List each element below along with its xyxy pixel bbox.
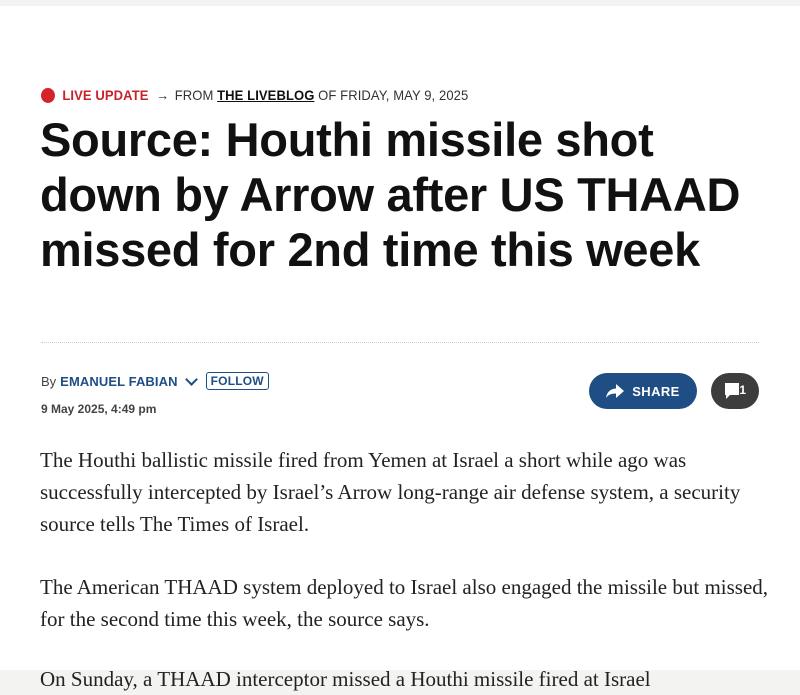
- comment-bubble-icon: [724, 382, 746, 400]
- chevron-down-icon[interactable]: [185, 373, 198, 386]
- article-paragraph: The American THAAD system deployed to Israel also engaged the missile but missed, for the second time this week, the source says.: [40, 575, 769, 631]
- share-button[interactable]: [589, 373, 697, 409]
- byline: [41, 370, 269, 392]
- live-update-kicker: [41, 86, 468, 104]
- comments-button[interactable]: [711, 373, 759, 409]
- article-paragraph: The Houthi ballistic missile fired from Yemen at Israel a short while ago was successfully intercepted by Israel’s Arrow long-range air defense system, a security source tells The Times of Israel.: [40, 448, 741, 536]
- live-update-label: LIVE UPDATE: [62, 87, 149, 103]
- from-label: FROM: [174, 87, 214, 103]
- article-paragraph: On Sunday, a THAAD interceptor missed a Houthi missile fired at Israel: [40, 667, 651, 691]
- liveblog-date: OF FRIDAY, MAY 9, 2025: [318, 87, 469, 103]
- arrow-right-icon: →: [155, 87, 170, 103]
- share-arrow-icon: [606, 384, 624, 398]
- article-headline: Source: Houthi missile shot down by Arrow after US THAAD missed for 2nd time this week: [40, 113, 741, 276]
- headline-divider: [41, 342, 759, 343]
- share-label: SHARE: [632, 383, 680, 399]
- live-dot-icon: [41, 88, 55, 103]
- article-page: [0, 6, 800, 691]
- comment-count: 1: [739, 383, 746, 397]
- publish-timestamp: 9 May 2025, 4:49 pm: [41, 402, 157, 416]
- liveblog-link[interactable]: THE LIVEBLOG: [217, 87, 315, 103]
- follow-button[interactable]: FOLLOW: [206, 372, 269, 390]
- author-link[interactable]: EMANUEL FABIAN: [60, 373, 178, 389]
- byline-prefix: By: [41, 373, 57, 389]
